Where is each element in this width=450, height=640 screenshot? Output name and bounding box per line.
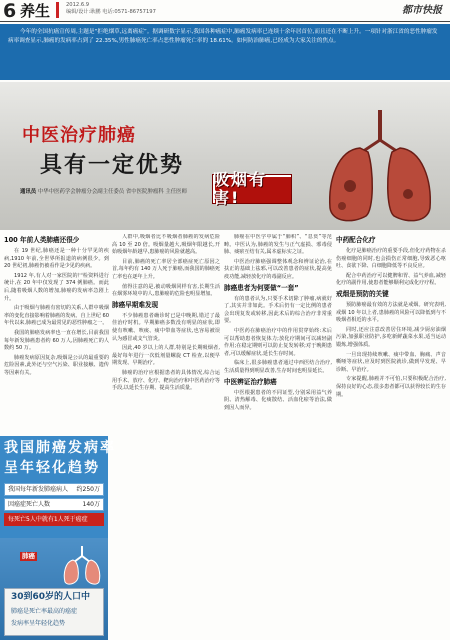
- stat-row-highlight: [4, 513, 104, 526]
- stat-row-label: 因癌症死亡人数: [8, 501, 51, 508]
- feature-byline: [20, 188, 187, 196]
- column-2-paragraph: 因此,40 岁以上的人群,特别是长期吸烟者,最好每年进行一次低剂量螺旋 CT 检查,以便早期发现、早期治疗。: [112, 345, 220, 367]
- header-date: 2012.6.9: [66, 2, 90, 8]
- feature-title-line2: 具有一定优势: [40, 153, 185, 178]
- column-3-paragraph: 中医根据患者的不同证型,分别采用益气养阴、清热解毒、化痰散结、活血化瘀等治法,做到因人而异。: [224, 389, 332, 411]
- feature-title-line1: 中医治疗肺癌: [22, 125, 136, 146]
- stat-bottom-line1: 肺癌是死亡率最高的癌症: [11, 608, 78, 615]
- column-4-paragraph: 一旦出现持续咳嗽、痰中带血、胸痛、声音嘶哑等症状,应及时到医院就诊,做到早发现、早诊断、早治疗。: [336, 351, 446, 373]
- column-4-paragraph: 预防肺癌最有效的方法就是戒烟。研究表明,戒烟 10 年以上者,患肺癌的风险可以降低到与不吸烟者相近的水平。: [336, 301, 446, 324]
- lead-text: 今年的全国抗癌宣传周,主题是“拒绝烟草,远离癌症”。据调研数字显示,我国各种癌症中,肺癌发病率已连续十余年居首位,而且还在不断上升。一项针对浙江省的恶性肿瘤发病率调查显示,肺癌的发病率占到了 22.35%,男性肺癌死亡率占恶性肿瘤死亡率的 18.61%。如何防治肺癌,已经成为大家关注的焦点。: [8, 29, 438, 44]
- stat-bottom-title: 30到60岁的人口中: [11, 592, 91, 602]
- column-3-heading: 肺癌患者为何要做“一套”: [224, 283, 299, 292]
- lungs-icon: [60, 542, 104, 586]
- stat-row-label: 每死亡5人中就有1人死于癌症: [8, 516, 88, 523]
- article-column-3: [224, 234, 332, 640]
- column-4-paragraph: 专家提醒,肺癌并不可怕,只要积极配合治疗,保持良好的心态,很多患者都可以获得较长的生存期。: [336, 376, 446, 398]
- column-3-paragraph: 中医治疗肺癌强调整体观念和辨证论治,在扶正的基础上祛邪,可以改善患者的症状,提高免疫功能,减轻放化疗的毒副反应。: [224, 258, 332, 280]
- column-3-heading-2: 中医辨证治疗肺癌: [224, 377, 277, 386]
- column-4-paragraph: 配合中药治疗可以健脾和胃、益气养血,减轻化疗的副作用,使患者能够顺利完成化疗疗程。: [336, 272, 446, 287]
- column-2-paragraph: 目前,肺癌的死亡率居全部癌症死亡原因之首,每年约有 140 万人死于肺癌,而我国的肺癌死亡率也在逐年上升。: [112, 258, 220, 280]
- stat-infographic: [0, 436, 116, 640]
- stat-row-value: 140万: [82, 501, 100, 508]
- header-meta: [66, 2, 156, 16]
- byline-label: 通讯员: [20, 189, 37, 195]
- stat-bottom-card: [4, 588, 104, 636]
- article-column-4: [336, 234, 446, 640]
- page-header: [0, 0, 450, 22]
- column-4-heading-2: 戒烟是预防的关键: [336, 289, 389, 298]
- column-2-paragraph: 人群中,吸烟者比不吸烟者肺癌的发病危险高 10 至 20 倍。吸烟量越大,吸烟年限越长,开始吸烟年龄越早,患肺癌的风险就越高。: [112, 234, 220, 256]
- column-3-paragraph: 肺癌在中医学中属于“肺积”、“息贲”等范畴。中医认为,肺癌的发生与正气虚损、邪毒侵肺、痰瘀互结有关,属本虚标实之证。: [224, 234, 332, 256]
- stat-row-label: 我国每年新发肺癌病人: [8, 486, 69, 493]
- byline-text: 中华中医药学会肿瘤分会副主任委员 省中医院肿瘤科 主任医师: [37, 189, 187, 195]
- masthead-logo: 都市快报: [402, 5, 442, 16]
- article-column-1: [4, 234, 109, 434]
- column-2-paragraph: 肺癌的治疗应根据患者的具体情况,综合运用手术、放疗、化疗、靶向治疗和中医药治疗等手段,以延长生存期、提高生活质量。: [112, 369, 220, 392]
- column-3-paragraph: 中医药在肺癌治疗中的作用贯穿始终:术后可以帮助患者恢复体力;放化疗期间可以减轻副作用;在稳定期则可以防止复发转移;对于晚期患者,可以缓解症状,延长生存时间。: [224, 327, 332, 357]
- header-editor-line: 编辑/设计:耿鹏 电话:0571-86757197: [66, 9, 156, 15]
- stat-row: [4, 483, 104, 496]
- stat-bottom-line2: 发病率呈年轻化趋势: [11, 620, 66, 627]
- column-4-heading: 中药配合化疗: [336, 236, 376, 244]
- warning-text: 吸烟有害!: [213, 170, 268, 207]
- column-1-paragraph: 在 19 世纪,肺癌还是一种十分罕见的疾病,1910 年前,全世界所报道的病例很少。到 20 世纪初,肺癌仍被看作是少见的疾病。: [4, 248, 109, 270]
- stat-stamp: 肺癌: [22, 552, 35, 560]
- column-1-paragraph: 我国的肺癌发病率也一直在增长,目前我国每年新发肺癌患者约 60 万人,因肺癌死亡的人数约 50 万。: [4, 329, 109, 352]
- feature-banner: [0, 82, 450, 230]
- lead-paragraph-box: [0, 24, 450, 80]
- column-1-paragraph: 肺癌发病原因复杂,吸烟是公认的最重要的危险因素,此外还与空气污染、职业接触、遗传等因素有关。: [4, 354, 109, 376]
- stat-title-line2: 呈年轻化趋势: [4, 460, 100, 476]
- column-1-paragraph: 1912 年,有人对一家医院的尸检资料进行统计,在 20 年中仅发现了 374 例肺癌。而此后,随着吸烟人数的增加,肺癌的发病率急剧上升。: [4, 272, 109, 302]
- column-1-paragraph: 由于吸烟与肺癌有密切的关系,人群中吸烟率的变化直接影响着肺癌的发病。自上世纪 60 年代以来,肺癌已成为最常见的恶性肿瘤之一。: [4, 305, 109, 327]
- section-title: 养生: [20, 2, 51, 20]
- stat-row-value: 约250万: [76, 486, 100, 493]
- lungs-illustration: [310, 100, 450, 228]
- section-accent-bar: [56, 2, 59, 18]
- column-2-heading: 肺癌早期难发现: [112, 300, 159, 309]
- article-column-2: [112, 234, 220, 640]
- column-3-paragraph: 有的患者认为,只要手术切除了肿瘤,病就好了,其实并非如此。手术后仍有一定比例的患者会出现复发或转移,因此术后的综合治疗非常重要。: [224, 295, 332, 325]
- stat-top-panel: [0, 436, 116, 538]
- stat-row: [4, 498, 104, 511]
- column-1-heading: 100 年前人类肺癌还很少: [4, 236, 80, 244]
- column-4-paragraph: 同时,还应注意改善居住环境,减少厨房油烟污染,加强职业防护,多吃新鲜蔬菜水果,适当运动锻炼,增强体质。: [336, 326, 446, 348]
- stat-title-line1: 我国肺癌发病率: [4, 440, 116, 456]
- warning-box: [212, 170, 292, 207]
- stat-bottom-panel: [0, 538, 108, 640]
- column-3-paragraph: 临床上,很多肺癌患者通过中西医结合治疗,生活质量得到明显改善,生存时间也明显延长。: [224, 360, 332, 374]
- page-number: 6: [3, 0, 17, 22]
- column-4-paragraph: 化疗是肺癌治疗的重要手段,但化疗药物在杀伤癌细胞的同时,也会损伤正常细胞,导致恶心呕吐、食欲下降、白细胞降低等不良反应。: [336, 248, 446, 270]
- column-2-paragraph: 不少肺癌患者确诊时已是中晚期,错过了最佳治疗时机。早期肺癌多数没有明显的症状,即使有咳嗽、咳痰、痰中带血等症状,也容易被误认为感冒或支气管炎。: [112, 312, 220, 342]
- column-2-paragraph: 值得注意的是,被动吸烟同样有害,长期生活在烟雾环境中的人,患肺癌的危险也明显增加。: [112, 283, 220, 298]
